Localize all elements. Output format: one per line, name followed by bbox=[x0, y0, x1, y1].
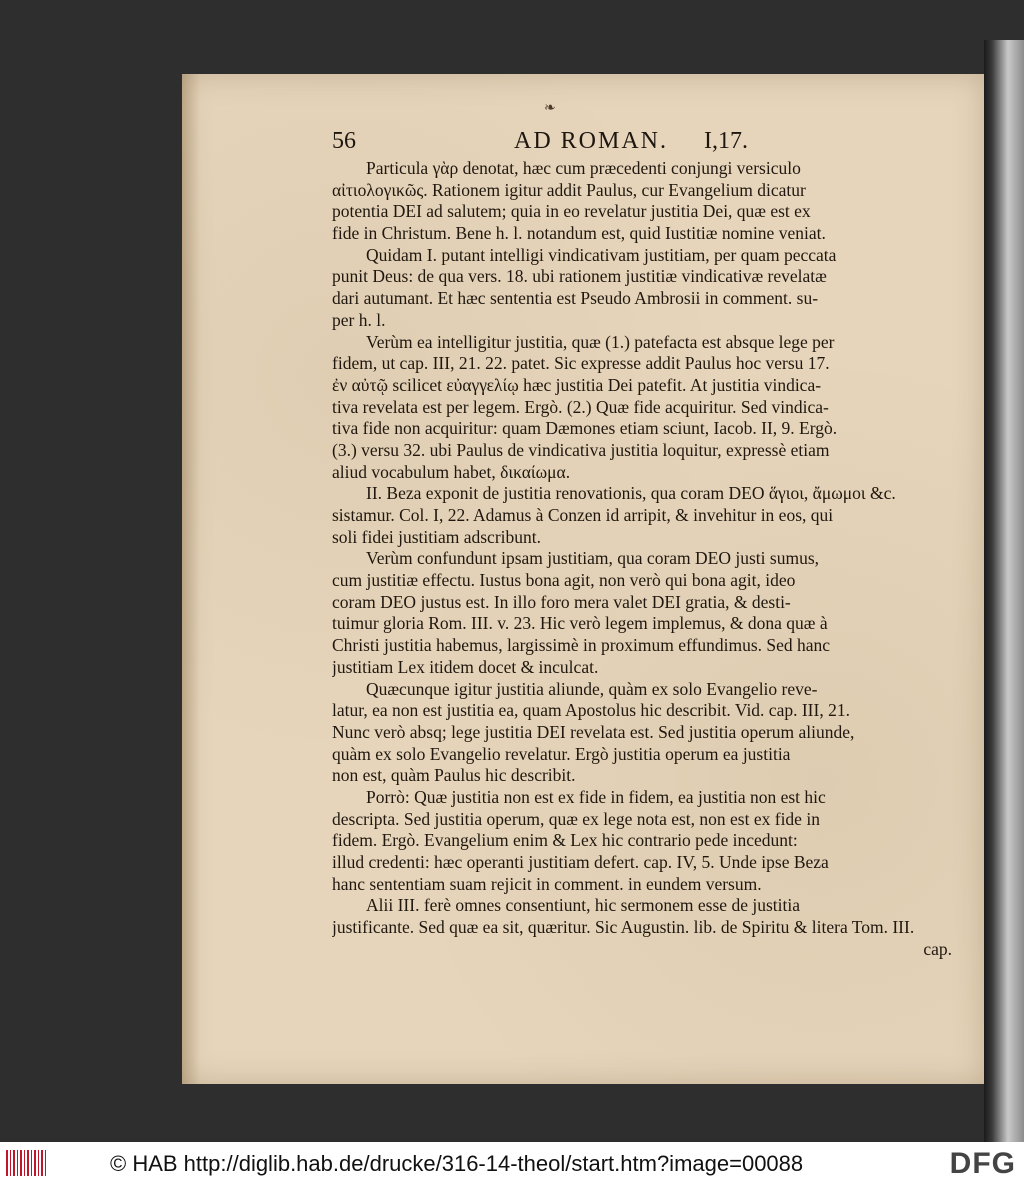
text-line: descripta. Sed justitia operum, quæ ex lege nota est, non est ex fide in bbox=[332, 808, 820, 829]
book-page bbox=[182, 74, 984, 1084]
text-line: potentia DEI ad salutem; quia in eo revelatur justitia Dei, quæ est ex bbox=[332, 201, 811, 222]
text-line: Nunc verò absq; lege justitia DEI revelata est. Sed justitia operum aliunde, bbox=[332, 721, 855, 742]
text-line: aliud vocabulum habet, δικαίωμα. bbox=[332, 461, 571, 482]
hab-barcode-logo bbox=[6, 1150, 48, 1176]
text-line: Quidam I. putant intelligi vindicativam justitiam, per quam peccata bbox=[366, 244, 837, 265]
footer-bar bbox=[0, 1142, 1024, 1184]
text-line: Verùm ea intelligitur justitia, quæ (1.) patefacta est absque lege per bbox=[366, 331, 835, 352]
text-line: (3.) versu 32. ubi Paulus de vindicativa justitia loquitur, expressè etiam bbox=[332, 439, 830, 460]
running-head bbox=[332, 128, 952, 156]
text-line: justitiam Lex itidem docet & inculcat. bbox=[332, 656, 599, 677]
text-line: tiva revelata est per legem. Ergò. (2.) Quæ fide acquiritur. Sed vindica- bbox=[332, 396, 829, 417]
text-line: tuimur gloria Rom. III. v. 23. Hic verò legem implemus, & dona quæ à bbox=[332, 613, 828, 634]
adjacent-page-edge bbox=[984, 40, 1024, 1142]
text-line: Verùm confundunt ipsam justitiam, qua coram DEO justi sumus, bbox=[366, 548, 820, 569]
text-line: per h. l. bbox=[332, 309, 386, 330]
text-line: soli fidei justitiam adscribunt. bbox=[332, 526, 542, 547]
text-line: Alii III. ferè omnes consentiunt, hic sermonem esse de justitia bbox=[366, 895, 800, 916]
text-line: punit Deus: de qua vers. 18. ubi rationem justitiæ vindicativæ revelatæ bbox=[332, 266, 827, 287]
text-line: fidem, ut cap. III, 21. 22. patet. Sic expresse addit Paulus hoc versu 17. bbox=[332, 353, 830, 374]
text-line: Porrò: Quæ justitia non est ex fide in fidem, ea justitia non est hic bbox=[366, 786, 826, 807]
text-line: ἐν αὐτῷ scilicet εὐαγγελίῳ hæc justitia Dei patefit. At justitia vindica- bbox=[332, 374, 822, 395]
text-line: hanc sententiam suam rejicit in comment. in eundem versum. bbox=[332, 873, 762, 894]
catchword: cap. bbox=[923, 938, 952, 959]
text-line: Christi justitia habemus, largissimè in proximum effundimus. Sed hanc bbox=[332, 635, 831, 656]
text-line: Particula γὰρ denotat, hæc cum præcedenti conjungi versiculo bbox=[366, 158, 801, 178]
chapter-reference: I,17. bbox=[704, 128, 748, 154]
running-title: AD ROMAN. bbox=[514, 128, 669, 154]
text-line: sistamur. Col. I, 22. Adamus à Conzen id arripit, & invehitur in eos, qui bbox=[332, 505, 834, 525]
text-line: Quæcunque igitur justitia aliunde, quàm ex solo Evangelio reve- bbox=[366, 678, 818, 699]
text-line: illud credenti: hæc operanti justitiam defert. cap. IV, 5. Unde ipse Beza bbox=[332, 852, 829, 872]
text-line: fidem. Ergò. Evangelium enim & Lex hic contrario pede incedunt: bbox=[332, 830, 798, 851]
text-line: justificante. Sed quæ ea sit, quæritur. Sic Augustin. lib. de Spiritu & litera Tom. III. bbox=[332, 917, 915, 938]
text-line: cum justitiæ effectu. Iustus bona agit, non verò qui bona agit, ideo bbox=[332, 570, 796, 591]
text-line: non est, quàm Paulus hic describit. bbox=[332, 765, 576, 786]
page-number: 56 bbox=[332, 128, 356, 154]
page-gutter-shadow bbox=[182, 74, 200, 1084]
text-line: αἰτιολογικῶς. Rationem igitur addit Paulus, cur Evangelium dicatur bbox=[332, 179, 806, 200]
text-line: dari autumant. Et hæc sententia est Pseudo Ambrosii in comment. su- bbox=[332, 288, 819, 309]
text-line: coram DEO justus est. In illo foro mera valet DEI gratia, & desti- bbox=[332, 591, 791, 612]
text-line: quàm ex solo Evangelio revelatur. Ergò justitia operum ea justitia bbox=[332, 743, 791, 764]
text-line: tiva fide non acquiritur: quam Dæmones etiam sciunt, Iacob. II, 9. Ergò. bbox=[332, 418, 838, 439]
text-line: fide in Christum. Bene h. l. notandum est, quid Iustitiæ nomine veniat. bbox=[332, 223, 826, 244]
body-text bbox=[332, 158, 952, 960]
text-line: latur, ea non est justitia ea, quam Apostolus hic describit. Vid. cap. III, 21. bbox=[332, 700, 850, 721]
printer-ornament: ❧ bbox=[544, 100, 556, 116]
copyright-link[interactable]: © HAB http://diglib.hab.de/drucke/316-14-theol/start.htm?image=00088 bbox=[110, 1151, 804, 1176]
dfg-logo: DFG bbox=[949, 1147, 1016, 1180]
text-line: II. Beza exponit de justitia renovationis, qua coram DEO ἅγιοι, ἄμωμοι &c. bbox=[366, 483, 896, 504]
